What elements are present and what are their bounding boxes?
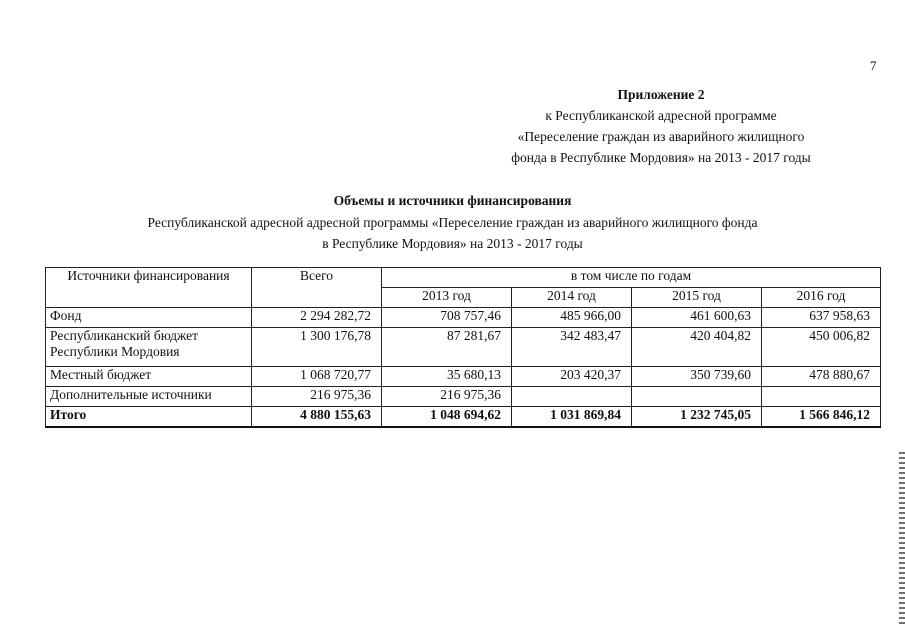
row-value: 461 600,63: [632, 308, 762, 328]
table-row: [46, 367, 881, 387]
row-value: 420 404,82: [632, 328, 762, 367]
page-number: 7: [870, 58, 877, 73]
document-heading: [0, 190, 905, 254]
row-total: 1 300 176,78: [252, 328, 382, 367]
row-value: 637 958,63: [762, 308, 881, 328]
row-value: 450 006,82: [762, 328, 881, 367]
appendix-line: к Республиканской адресной программе: [545, 108, 777, 123]
row-source: Фонд: [46, 308, 252, 328]
row-total: 2 294 282,72: [252, 308, 382, 328]
row-value: 342 483,47: [512, 328, 632, 367]
table-row: [46, 328, 881, 367]
table-header-row: [46, 268, 881, 288]
header-year: 2015 год: [632, 288, 762, 308]
table-row: [46, 308, 881, 328]
row-value: 708 757,46: [382, 308, 512, 328]
row-value: 485 966,00: [512, 308, 632, 328]
heading-title: Объемы и источники финансирования: [333, 193, 572, 208]
row-source: Местный бюджет: [46, 367, 252, 387]
total-value: 4 880 155,63: [252, 407, 382, 428]
table-total-row: [46, 407, 881, 428]
header-years-group: в том числе по годам: [382, 268, 881, 288]
appendix-line: «Переселение граждан из аварийного жилищного: [517, 129, 805, 144]
table-row: [46, 387, 881, 407]
row-value: [632, 387, 762, 407]
total-year-value: 1 232 745,05: [632, 407, 762, 428]
total-year-value: 1 048 694,62: [382, 407, 512, 428]
header-year: 2016 год: [762, 288, 881, 308]
appendix-block: [451, 84, 871, 168]
appendix-title: Приложение 2: [617, 87, 705, 102]
row-value: 35 680,13: [382, 367, 512, 387]
appendix-line: фонда в Республике Мордовия» на 2013 - 2017 годы: [511, 150, 811, 165]
scan-edge-artifact: [899, 452, 905, 624]
header-year: 2013 год: [382, 288, 512, 308]
heading-line: в Республике Мордовия» на 2013 - 2017 годы: [322, 236, 583, 251]
heading-line: Республиканской адресной адресной программы «Переселение граждан из аварийного жилищного фонда: [147, 215, 758, 230]
header-year: 2014 год: [512, 288, 632, 308]
row-value: 216 975,36: [382, 387, 512, 407]
row-value: 478 880,67: [762, 367, 881, 387]
header-total: Всего: [252, 268, 382, 308]
total-year-value: 1 031 869,84: [512, 407, 632, 428]
row-value: 87 281,67: [382, 328, 512, 367]
row-source: Республиканский бюджет Республики Мордовия: [46, 328, 252, 367]
header-source: Источники финансирования: [46, 268, 252, 308]
row-source: Дополнительные источники: [46, 387, 252, 407]
row-value: 350 739,60: [632, 367, 762, 387]
row-total: 216 975,36: [252, 387, 382, 407]
row-value: 203 420,37: [512, 367, 632, 387]
total-label: Итого: [46, 407, 252, 428]
row-value: [512, 387, 632, 407]
row-value: [762, 387, 881, 407]
row-total: 1 068 720,77: [252, 367, 382, 387]
total-year-value: 1 566 846,12: [762, 407, 881, 428]
financing-table: [45, 267, 881, 428]
